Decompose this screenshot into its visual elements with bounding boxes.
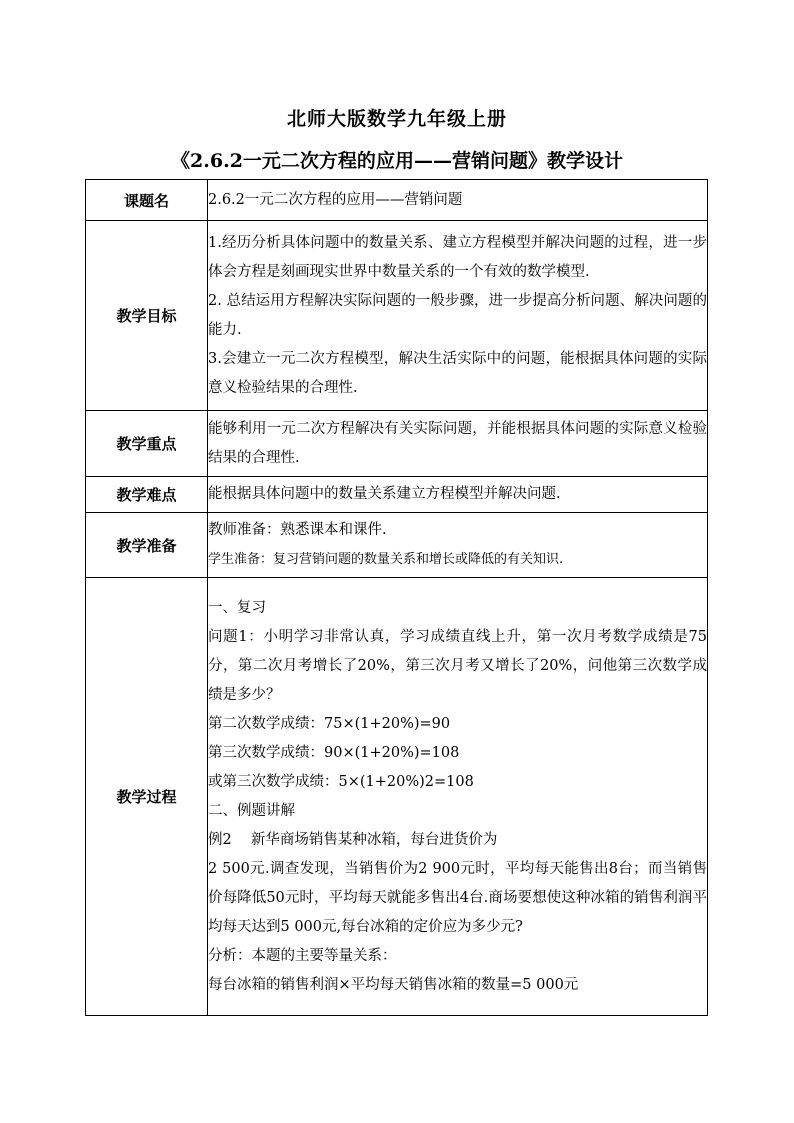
- table-row-difficulty: [86, 477, 708, 513]
- process-section-example: 二、例题讲解: [208, 802, 295, 819]
- row-label-preparation: 教学准备: [86, 513, 208, 578]
- table-row-process: [86, 578, 708, 1016]
- row-label-goals: 教学目标: [86, 221, 208, 411]
- process-analysis: 分析：本题的主要等量关系：: [208, 947, 397, 964]
- goals-cell: [208, 221, 708, 411]
- process-section-review: 一、复习: [208, 599, 266, 616]
- process-cell: [208, 578, 708, 1016]
- process-step-alt: 或第三次数学成绩：5×(1+20%)2=108: [208, 773, 474, 790]
- process-example-2-body: 2 500元.调查发现，当销售价为2 900元时，平均每天能售出8台；而当销售价每降低50元时，平均每天就能多售出4台.商场要想使这种冰箱的销售利润平均每天达到5 000元,每台冰箱的定价应为多少元?: [208, 860, 707, 935]
- table-row-keypoints: [86, 411, 708, 477]
- row-label-difficulty: 教学难点: [86, 477, 208, 513]
- goal-item-1: 1.经历分析具体问题中的数量关系、建立方程模型并解决问题的过程，进一步体会方程是刻画现实世界中数量关系的一个有效的数学模型.: [208, 234, 707, 280]
- document-subtitle: 《2.6.2一元二次方程的应用——营销问题》教学设计: [171, 150, 623, 172]
- row-label-topic: 课题名: [86, 180, 208, 221]
- difficulty-text: 能根据具体问题中的数量关系建立方程模型并解决问题.: [208, 477, 708, 513]
- table-row-goals: [86, 221, 708, 411]
- process-equation-relation: 每台冰箱的销售利润×平均每天销售冰箱的数量=5 000元: [208, 976, 579, 993]
- preparation-cell: [208, 513, 708, 578]
- topic-text: 2.6.2一元二次方程的应用——营销问题: [208, 180, 708, 221]
- preparation-teacher: 教师准备：熟悉课本和课件.: [208, 522, 387, 538]
- process-problem-1: 问题1：小明学习非常认真，学习成绩直线上升，第一次月考数学成绩是75分，第二次月考增长了20%，第三次月考又增长了20%，问他第三次数学成绩是多少？: [208, 628, 707, 703]
- table-row-preparation: [86, 513, 708, 578]
- keypoints-text: 能够利用一元二次方程解决有关实际问题，并能根据具体问题的实际意义检验结果的合理性.: [208, 411, 708, 477]
- goal-item-3: 3.会建立一元二次方程模型，解决生活实际中的问题，能根据具体问题的实际意义检验结果的合理性.: [208, 350, 707, 396]
- preparation-student: 学生准备：复习营销问题的数量关系和增长或降低的有关知识.: [208, 552, 564, 567]
- process-step-second: 第二次数学成绩：75×(1+20%)=90: [208, 715, 451, 732]
- table-row-topic: [86, 180, 708, 221]
- lesson-plan-table: [85, 179, 708, 1016]
- process-example-2-intro: 例2 新华商场销售某种冰箱，每台进货价为: [208, 831, 498, 848]
- process-step-third: 第三次数学成绩：90×(1+20%)=108: [208, 744, 460, 761]
- document-title: 北师大版数学九年级上册: [286, 108, 507, 130]
- row-label-process: 教学过程: [86, 578, 208, 1016]
- goal-item-2: 2. 总结运用方程解决实际问题的一般步骤，进一步提高分析问题、解决问题的能力.: [208, 292, 707, 338]
- row-label-keypoints: 教学重点: [86, 411, 208, 477]
